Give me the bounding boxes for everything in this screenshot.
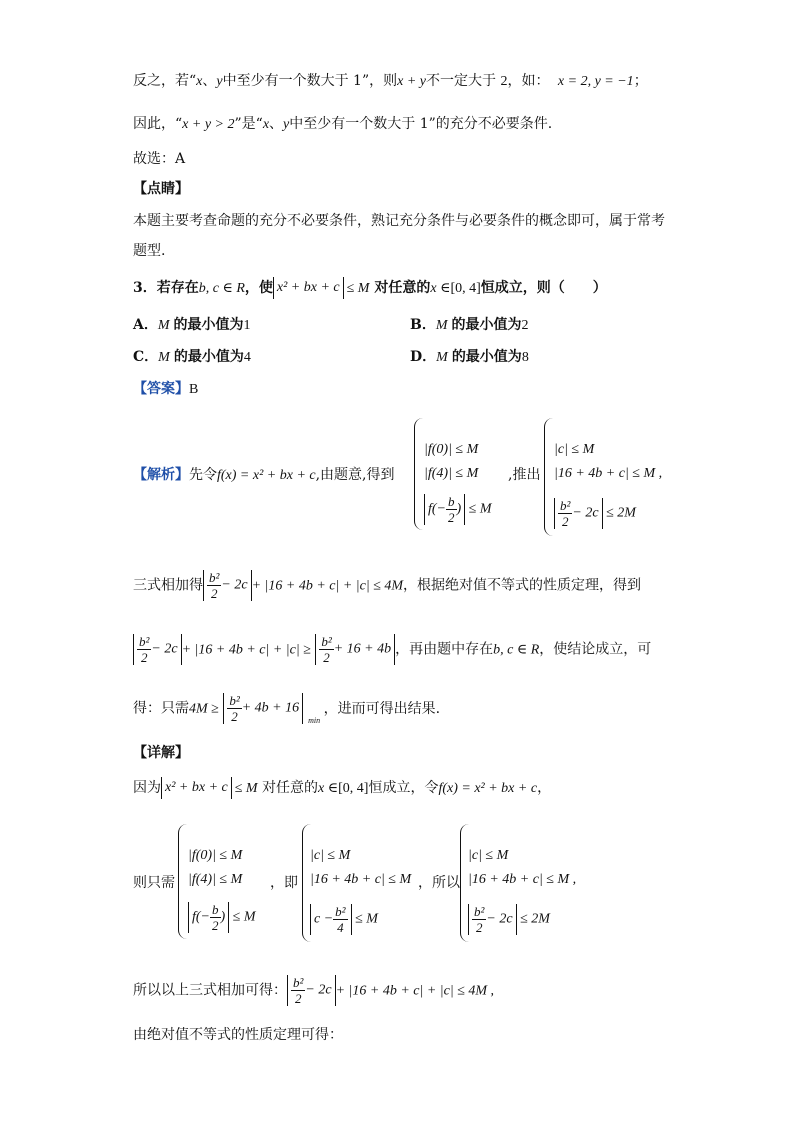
text: ，使结论成立，可: [539, 641, 652, 658]
dianjing-paragraph-1: 本题主要考查命题的充分不必要条件，熟记充分条件与必要条件的概念即可，属于常考: [133, 213, 665, 229]
math: [0, 4]: [338, 781, 369, 796]
text: ，再由题中存在: [395, 641, 494, 658]
fraction: [333, 904, 347, 935]
subscript-min: min: [308, 716, 321, 725]
system-row: |16 + 4b + c| ≤ M: [310, 872, 412, 887]
system-row: [554, 498, 636, 529]
math: f(−: [428, 501, 446, 517]
math: x = 2, y = −1: [557, 74, 634, 89]
text: ；: [633, 73, 648, 89]
denominator: 2: [294, 991, 302, 1006]
option-a[interactable]: [133, 314, 251, 337]
system-row: |16 + 4b + c| ≤ M ,: [468, 872, 577, 887]
option-text: 的最小值为: [451, 317, 522, 333]
text: ，进而可得出结果.: [323, 700, 441, 717]
option-value: 1: [243, 318, 251, 333]
system-row: |f(0)| ≤ M: [188, 848, 243, 863]
option-value: 8: [521, 350, 529, 365]
math: M: [435, 318, 448, 333]
triangle-line: [133, 634, 651, 665]
text: 、: [202, 73, 217, 89]
system-row: |f(0)| ≤ M: [424, 442, 479, 457]
math: b, c ∈ R: [198, 281, 245, 296]
math-abs: [188, 902, 229, 933]
numerator: b: [448, 494, 455, 509]
math: x + y > 2: [182, 117, 235, 132]
text: 所以以上三式相加可得：: [133, 982, 287, 999]
section-heading-dianjing: 【点睛】: [133, 181, 189, 197]
fraction: [291, 975, 305, 1006]
brace: [544, 418, 553, 536]
option-label: C．: [133, 349, 159, 365]
dianjing-paragraph-2: 题型.: [133, 243, 166, 259]
denominator: 2: [210, 586, 218, 601]
numerator: b²: [335, 904, 346, 919]
math: ≤ M: [468, 501, 492, 517]
option-label: D．: [410, 349, 437, 365]
option-c[interactable]: [133, 346, 251, 369]
system-row: |c| ≤ M: [468, 848, 509, 863]
denominator: 2: [323, 650, 330, 665]
fraction: [446, 494, 457, 525]
need2-text-a: 则只需: [133, 875, 175, 891]
text: 中至少有一个数大于 1”的充分不必要条件.: [289, 116, 553, 132]
system-row: |16 + 4b + c| ≤ M ,: [554, 466, 663, 481]
text: 不一定大于: [426, 73, 496, 89]
text: 恒成立，则（ ）: [480, 280, 607, 296]
text: ，使: [244, 280, 273, 296]
fraction: [472, 904, 486, 935]
math: ≤ M: [234, 781, 258, 796]
option-label: A．: [133, 317, 158, 333]
denominator: 2: [475, 920, 483, 935]
brace: [414, 418, 423, 530]
system-3: [178, 824, 268, 939]
fraction: [207, 570, 221, 601]
math: c −: [314, 911, 334, 927]
math-abs: [310, 904, 352, 935]
denominator: 2: [140, 650, 148, 665]
math: y: [216, 74, 223, 89]
math: x ∈: [430, 281, 451, 296]
text: 先令: [189, 467, 217, 483]
math: 2: [500, 74, 508, 89]
system-row: |f(4)| ≤ M: [188, 872, 243, 887]
math-abs: [424, 494, 465, 525]
math: y: [283, 117, 290, 132]
math: − 2c: [151, 641, 178, 657]
jiexi-line: [133, 464, 395, 487]
text: 恒成立，令: [368, 780, 439, 796]
math: − 2c: [305, 982, 332, 998]
option-b[interactable]: [410, 314, 529, 337]
text: 、: [269, 116, 284, 132]
question-3: [133, 277, 607, 300]
system-row: [188, 902, 256, 933]
numerator: b²: [229, 693, 240, 708]
text: 反之，若“: [133, 73, 197, 89]
fraction: [227, 693, 241, 724]
text-line-2: [133, 113, 552, 136]
system-1: [414, 418, 504, 530]
answer-choice-line: 故选：A: [133, 151, 186, 167]
math: ≤ M: [355, 911, 378, 927]
xiangjie-line: [133, 777, 551, 800]
math: b, c ∈ R: [493, 642, 540, 658]
denominator: 2: [212, 918, 219, 933]
system-4: [302, 824, 422, 942]
math-abs: [554, 498, 603, 529]
numerator: b²: [293, 975, 304, 990]
math: + 4b + 16: [241, 700, 300, 716]
math: f(x) = x² + bx + c: [438, 781, 538, 796]
math: ≤ M: [232, 909, 256, 925]
text: ”是“: [234, 116, 263, 132]
math: ): [220, 909, 226, 925]
denominator: 2: [561, 514, 569, 529]
numerator: b²: [139, 634, 150, 649]
system-5: [460, 824, 590, 942]
system-row: [468, 904, 550, 935]
math: + |16 + 4b + c| + |c| ≤ 4M: [251, 578, 404, 594]
math: ): [456, 501, 462, 517]
text: ，根据绝对值不等式的性质定理，得到: [403, 577, 642, 594]
sum2-line: [133, 975, 494, 1006]
math-abs: [468, 904, 517, 935]
numerator: b²: [560, 498, 571, 513]
text: 3．若存在: [133, 280, 199, 296]
text: 对任意的: [262, 780, 319, 796]
denominator: 2: [231, 709, 238, 724]
denominator: 4: [337, 920, 344, 935]
math: − 2c: [486, 911, 513, 927]
math-abs: [203, 570, 252, 601]
math: + |16 + 4b + c| + |c| ≤ 4M ,: [335, 983, 495, 999]
option-label: B．: [410, 317, 436, 333]
fraction: [137, 634, 151, 665]
text: 因此，“: [133, 116, 183, 132]
answer-heading: 【答案】: [133, 381, 189, 397]
math-abs: [287, 975, 336, 1006]
math: − 2c: [221, 577, 248, 593]
fraction: [319, 634, 333, 665]
math-abs: x² + bx + c: [161, 777, 232, 799]
denominator: 2: [448, 510, 455, 525]
system-2: [544, 418, 674, 536]
math: M: [436, 350, 448, 365]
math: x + y: [397, 74, 426, 89]
numerator: b²: [209, 570, 220, 585]
text: 中至少有一个数大于 1”，则: [222, 73, 398, 89]
need2-text-c: ，所以: [418, 875, 460, 891]
jiexi-tuichu: ,推出: [508, 467, 541, 483]
numerator: b: [212, 902, 219, 917]
math-abs: [133, 634, 182, 665]
math: x ∈: [318, 781, 339, 796]
math: 4M ≥: [189, 701, 219, 717]
math: + 16 + 4b: [333, 641, 392, 657]
text-line-1: [133, 70, 648, 93]
text: 得：只需: [133, 700, 189, 717]
math-abs: [223, 693, 321, 725]
math-abs: [315, 634, 395, 665]
math: f(−: [192, 909, 210, 925]
text: ,由题意,得到: [315, 467, 395, 483]
numerator: b²: [474, 904, 485, 919]
text: ，如：: [507, 73, 550, 89]
option-text: 的最小值为: [173, 317, 244, 333]
system-row: [424, 494, 492, 525]
math: + |16 + 4b + c| + |c| ≥: [181, 642, 311, 658]
section-heading-xiangjie: 【详解】: [133, 745, 189, 761]
math: M: [158, 350, 170, 365]
math: ≤ 2M: [520, 911, 550, 927]
fraction: [210, 902, 221, 933]
system-row: |c| ≤ M: [554, 442, 595, 457]
option-text: 的最小值为: [451, 349, 522, 365]
math: f(x) = x² + bx + c: [217, 468, 316, 483]
math: M: [157, 318, 170, 333]
option-d[interactable]: [410, 346, 529, 369]
text: 对任意的: [374, 280, 431, 296]
fraction: [558, 498, 572, 529]
jiexi-heading: 【解析】: [133, 467, 189, 483]
option-value: 2: [521, 318, 529, 333]
math: x: [196, 74, 203, 89]
math: − 2c: [572, 505, 599, 521]
text: ，: [537, 780, 552, 796]
math-abs: x² + bx + c: [273, 277, 344, 299]
option-value: 4: [243, 350, 251, 365]
brace: [178, 824, 187, 939]
math: x: [262, 117, 270, 132]
sum-line: [133, 570, 641, 601]
answer-value: B: [189, 382, 199, 397]
option-text: 的最小值为: [173, 349, 244, 365]
last-line: 由绝对值不等式的性质定理可得：: [133, 1027, 343, 1043]
numerator: b²: [321, 634, 332, 649]
math: ≤ 2M: [606, 505, 636, 521]
need2-text-b: ，即: [270, 875, 298, 891]
system-row: |f(4)| ≤ M: [424, 466, 479, 481]
system-row: |c| ≤ M: [310, 848, 351, 863]
math: ≤ M: [346, 281, 370, 296]
text: 三式相加得: [133, 577, 203, 594]
need-line: [133, 693, 440, 724]
text: 因为: [133, 780, 161, 796]
system-row: [310, 904, 378, 935]
answer-line: [133, 378, 198, 401]
math: [0, 4]: [450, 281, 481, 296]
